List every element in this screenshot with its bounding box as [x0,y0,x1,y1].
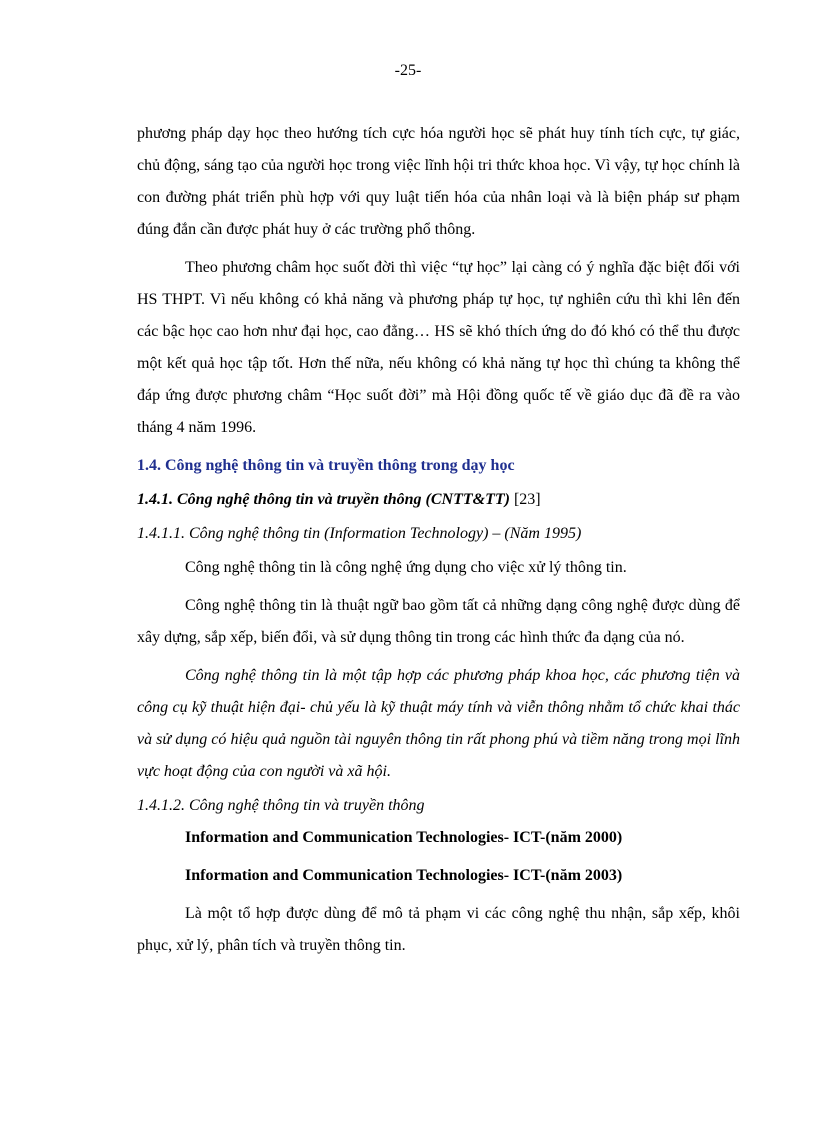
subsubsection-heading-1-4-1-1: 1.4.1.1. Công nghệ thông tin (Information Technology) – (Năm 1995) [137,525,582,542]
paragraph-ict-description: Là một tổ hợp được dùng để mô tả phạm vi các công nghệ thu nhận, sắp xếp, khôi phục, xử lý, phân tích và truyền thông tin. [137,905,740,954]
citation-ref: [23] [509,491,541,508]
page-number: -25- [394,62,422,79]
page-content [137,118,740,962]
paragraph-it-definition-2: Công nghệ thông tin là thuật ngữ bao gồm tất cả những dạng công nghệ được dùng để xây dựng, sắp xếp, biến đổi, và sử dụng thông tin trong các hình thức đa dạng của nó. [137,597,740,646]
paragraph-lifelong-learning: Theo phương châm học suốt đời thì việc “tự học” lại càng có ý nghĩa đặc biệt đối với HS THPT. Vì nếu không có khả năng và phương pháp tự học, tự nghiên cứu thì khi lên đến các bậc học cao hơn như đại học, cao đẳng… HS sẽ khó thích ứng do đó khó có thể thu được một kết quả học tập tốt. Hơn thế nữa, nếu không có khả năng tự học thì chúng ta không thể đáp ứng được phương châm “Học suốt đời” mà Hội đồng quốc tế về giáo dục đã đề ra vào tháng 4 năm 1996. [137,259,740,436]
paragraph-it-definition-3: Công nghệ thông tin là một tập hợp các phương pháp khoa học, các phương tiện và công cụ kỹ thuật hiện đại- chủ yếu là kỹ thuật máy tính và viễn thông nhằm tổ chức khai thác và sử dụng có hiệu quả nguồn tài nguyên thông tin rất phong phú và tiềm năng trong mọi lĩnh vực hoạt động của con người và xã hội. [137,667,740,780]
paragraph-it-definition-1: Công nghệ thông tin là công nghệ ứng dụng cho việc xử lý thông tin. [185,559,627,576]
subsection-heading-1-4-1-text: 1.4.1. Công nghệ thông tin và truyền thông (CNTT&TT) [137,491,510,508]
ict-definition-2003: Information and Communication Technologies- ICT-(năm 2003) [185,867,623,884]
subsubsection-heading-1-4-1-2: 1.4.1.2. Công nghệ thông tin và truyền thông [137,797,425,814]
ict-definition-2000: Information and Communication Technologies- ICT-(năm 2000) [185,829,623,846]
paragraph-continued: phương pháp dạy học theo hướng tích cực hóa người học sẽ phát huy tính tích cực, tự giác, chủ động, sáng tạo của người học trong việc lĩnh hội tri thức khoa học. Vì vậy, tự học chính là con đường phát triển phù hợp với quy luật tiến hóa của nhân loại và là biện pháp sư phạm đúng đắn cần được phát huy ở các trường phổ thông. [137,125,740,238]
subsection-heading-1-4-1 [137,484,740,516]
section-heading-1-4: 1.4. Công nghệ thông tin và truyền thông trong dạy học [137,457,515,474]
